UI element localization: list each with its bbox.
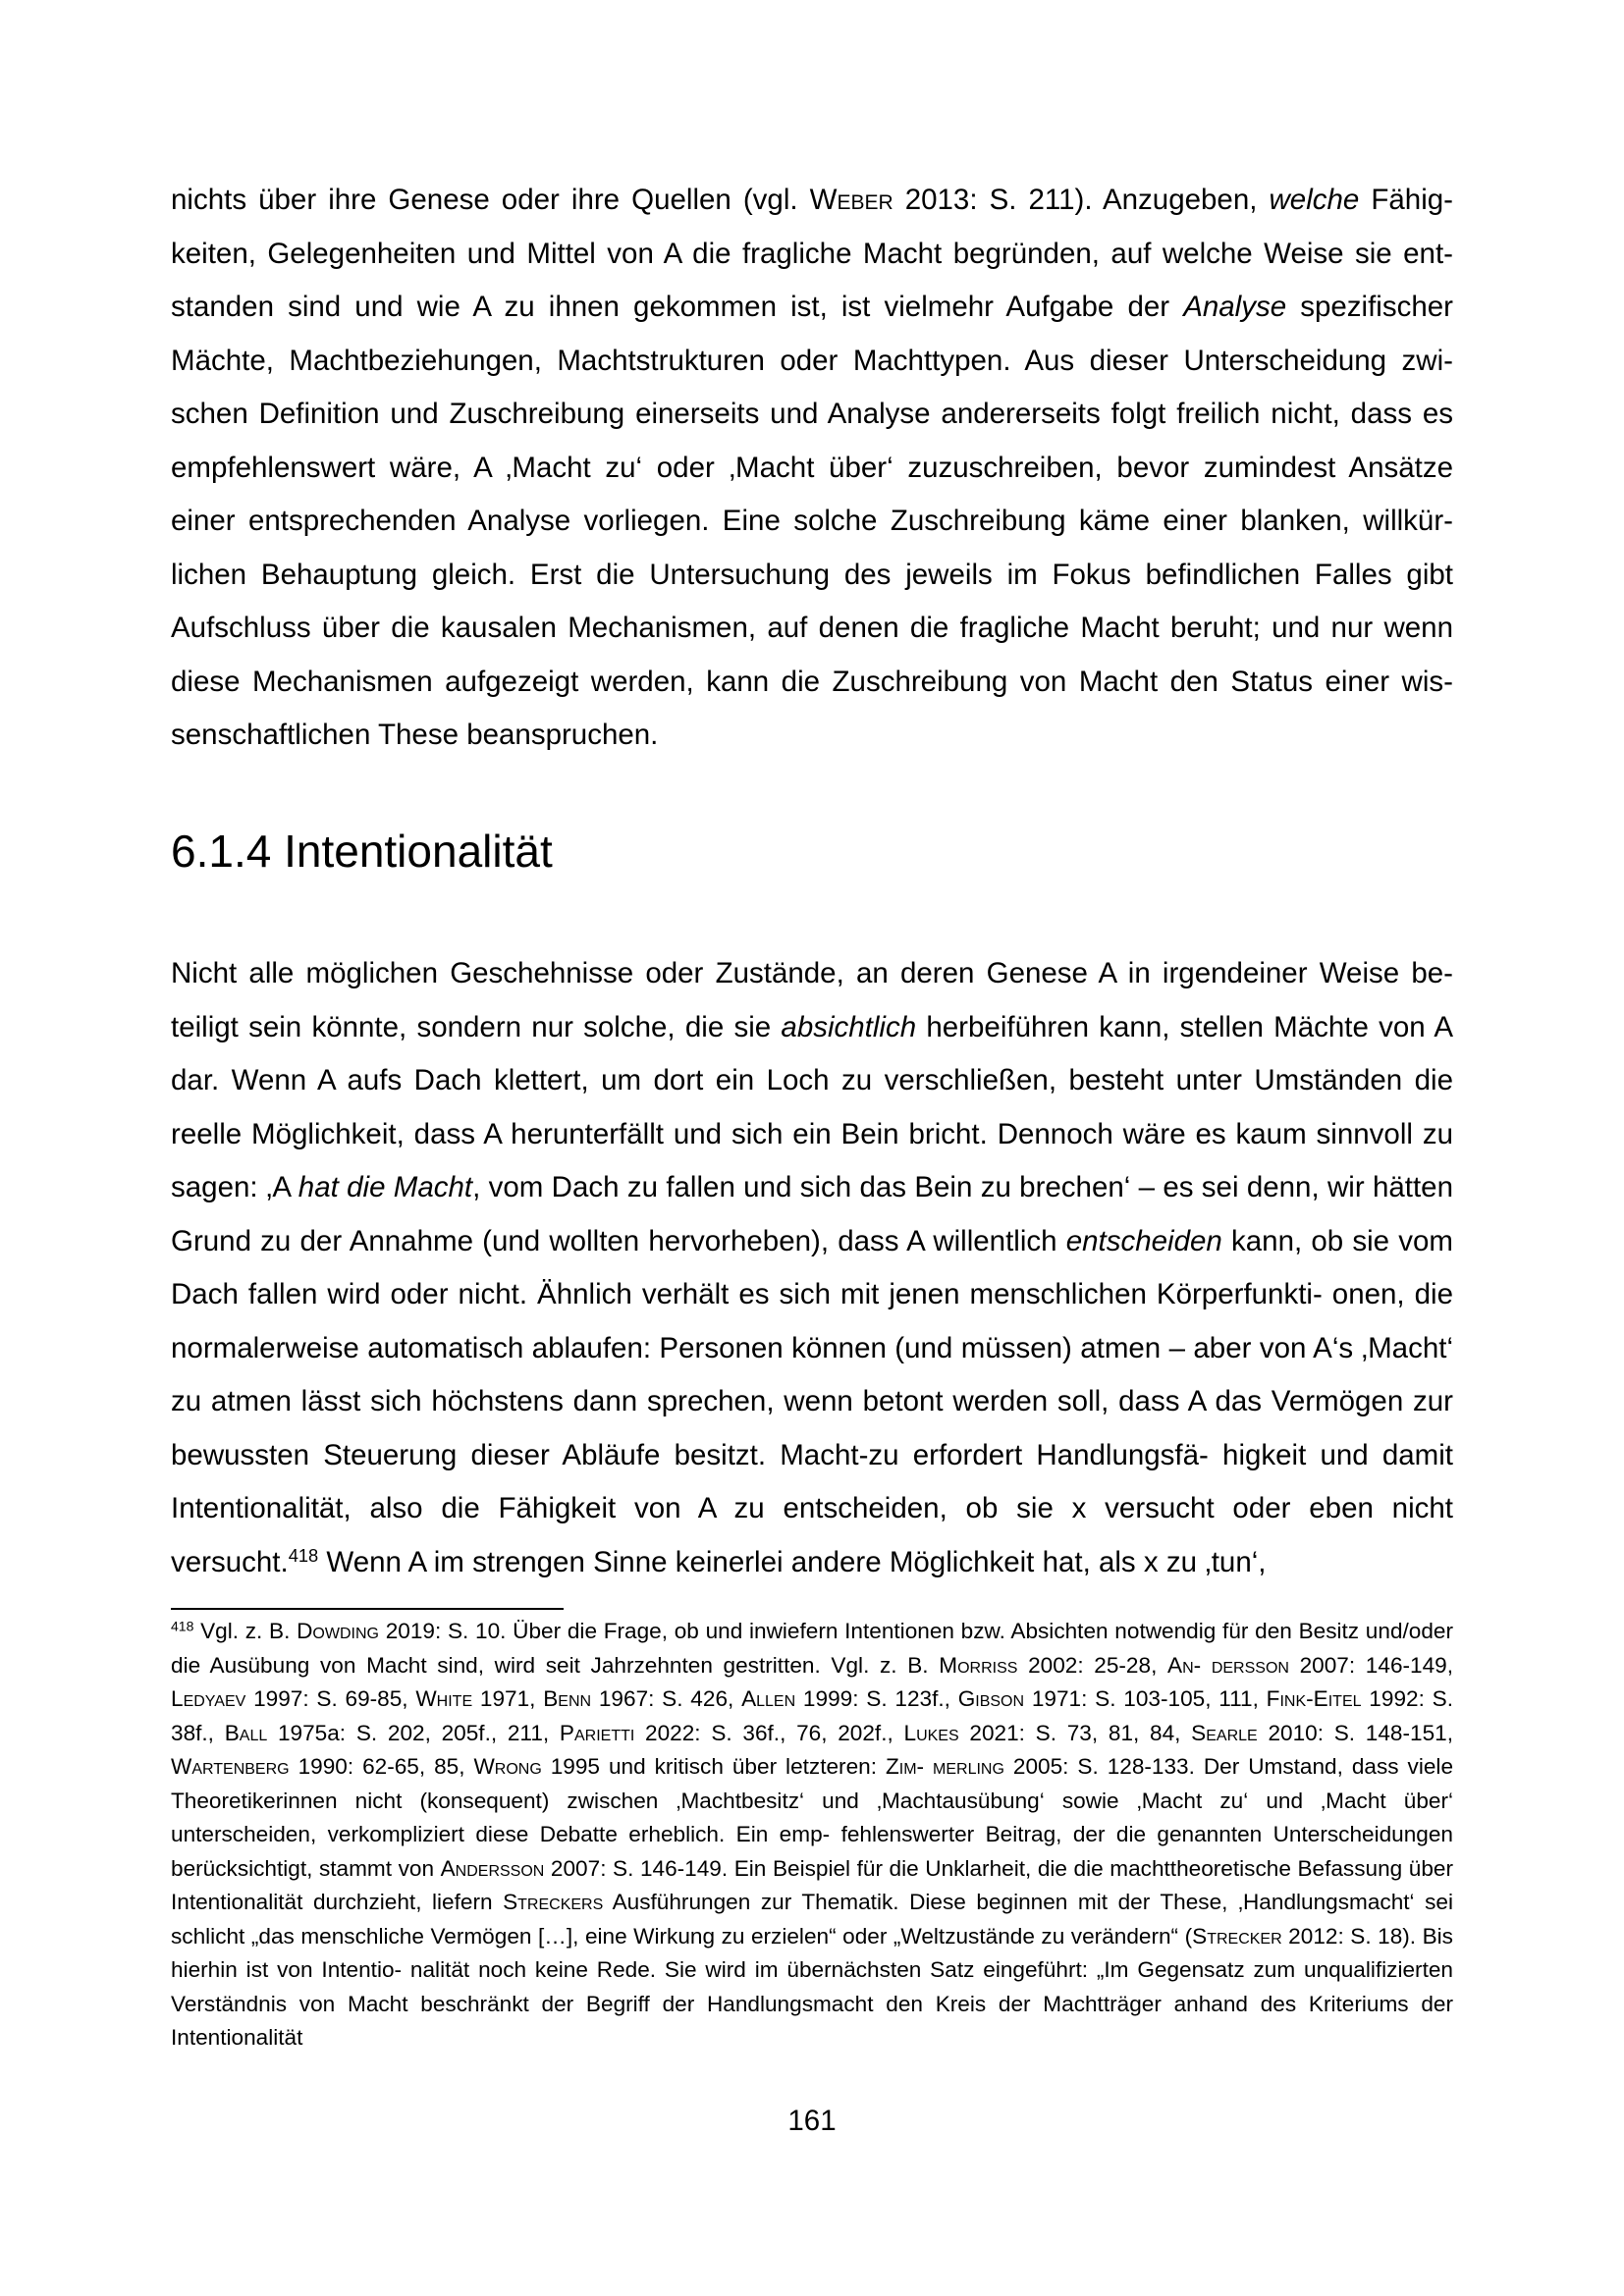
footnote-reference[interactable]: 418 bbox=[288, 1544, 319, 1566]
emphasis: hat die Macht bbox=[298, 1171, 473, 1203]
emphasis: welche bbox=[1269, 184, 1360, 216]
footnote-marker: 418 bbox=[171, 1618, 194, 1634]
footnote-418: $^{418}$ Vgl. z. B. Dowding 2019: S. 10. Über die Frage, ob und inwiefern Intentionen bzw. Absichten notwendig für den Besitz und/oder die Ausübung von Macht sind, wird seit Jahrzehnten gestritten. Vgl. z. B. Morriss 2002: 25-28, An- dersson 2007: 146-149, Ledyaev 1997: S. 69-85, White 1971, Benn 1967: S. 426, Allen 1999: S. 123f., Gibson 1971: S. 103-105, 111, Fink-Eitel 1992: S. 38f., Ball 1975a: S. 202, 205f., 211, Parietti 2022: S. 36f., 76, 202f., Lukes 2021: S. 73, 81, 84, Searle 2010: S. 148-151, Wartenberg 1990: 62-65, 85, Wrong 1995 und kritisch über letzteren: Zim- merling 2005: S. 128-133. Der Umstand, dass viele Theoretikerinnen nicht (konsequent) zwischen ‚Machtbesitz‘ und ‚Machtausübung‘ sowie ‚Macht zu‘ und ‚Macht über‘ unterscheiden, verkompliziert diese Debatte erheblich. Ein emp- fehlenswerter Beitrag, der die genannten Unterscheidungen berücksichtigt, stammt von Andersson 2007: S. 146-149. Ein Beispiel für die Unklarheit, die die machttheoretische Befassung über Intentionalität durchzieht, liefern Streckers Ausführungen zur Thematik. Diese beginnen mit der These, ‚Handlungsmacht‘ sei schlicht „das menschliche Vermögen […], eine Wirkung zu erzielen“ oder „Weltzustände zu verändern“ (Strecker 2012: S. 18). Bis hierhin ist von Intentio- nalität noch keine Rede. Sie wird im übernächsten Satz eingeführt: „Im Gegensatz zum unqualifizierten Verständnis von Macht beschränkt der Begriff der Handlungsmacht den Kreis der Machtträger anhand des Kriteriums der Intentionalität bbox=[171, 1618, 1454, 2050]
page-number: 161 bbox=[787, 2105, 837, 2137]
emphasis: absichtlich bbox=[781, 1010, 917, 1043]
section-heading: 6.1.4 Intentionalität bbox=[171, 826, 553, 877]
emphasis: entscheiden bbox=[1065, 1224, 1222, 1257]
emphasis: Analyse bbox=[1183, 291, 1287, 323]
footnote-separator bbox=[171, 1608, 564, 1610]
body-paragraph-2: Nicht alle möglichen Geschehnisse oder Zustände, an deren Genese A in irgendeiner Weise be- teiligt sein könnte, sondern nur solche, die sie absichtlich herbeiführen kann, stellen Mächte von A dar. Wenn A aufs Dach klettert, um dort ein Loch zu verschließen, besteht unter Umständen die reelle Möglichkeit, dass A herunterfällt und sich ein Bein bricht. Dennoch wäre es kaum sinnvoll zu sagen: ‚A hat die Macht, vom Dach zu fallen und sich das Bein zu brechen‘ – es sei denn, wir hätten Grund zu der Annahme (und wollten hervorheben), dass A willentlich entscheiden kann, ob sie vom Dach fallen wird oder nicht. Ähnlich verhält es sich mit jenen menschlichen Körperfunkti- onen, die normalerweise automatisch ablaufen: Personen können (und müssen) atmen – aber von A‘s ‚Macht‘ zu atmen lässt sich höchstens dann sprechen, wenn betont werden soll, dass A das Vermögen zur bewussten Steuerung dieser Abläufe besitzt. Macht-zu erfordert Handlungsfä- higkeit und damit Intentionalität, also die Fähigkeit von A zu entscheiden, ob sie x versucht oder eben nicht versucht.$^{418}$ Wenn A im strengen Sinne keinerlei andere Möglichkeit hat, als x zu ‚tun‘, bbox=[171, 957, 1453, 1578]
body-paragraph-1: nichts über ihre Genese oder ihre Quellen (vgl. Weber 2013: S. 211). Anzugeben, welche Fähig- keiten, Gelegenheiten und Mittel von A die fragliche Macht begründen, auf welche Weise sie ent- standen sind und wie A zu ihnen gekommen ist, ist vielmehr Aufgabe der Analyse spezifischer Mächte, Machtbeziehungen, Machtstrukturen oder Machttypen. Aus dieser Unterscheidung zwi- schen Definition und Zuschreibung einerseits und Analyse andererseits folgt freilich nicht, dass es empfehlenswert wäre, A ‚Macht zu‘ oder ‚Macht über‘ zuzuschreiben, bevor zumindest Ansätze einer entsprechenden Analyse vorliegen. Eine solche Zuschreibung käme einer blanken, willkür- lichen Behauptung gleich. Erst die Untersuchung des jeweils im Fokus befindlichen Falles gibt Aufschluss über die kausalen Mechanismen, auf denen die fragliche Macht beruht; und nur wenn diese Mechanismen aufgezeigt werden, kann die Zuschreibung von Macht den Status einer wis- senschaftlichen These beanspruchen. bbox=[171, 184, 1453, 751]
author-name: Weber bbox=[809, 184, 893, 216]
